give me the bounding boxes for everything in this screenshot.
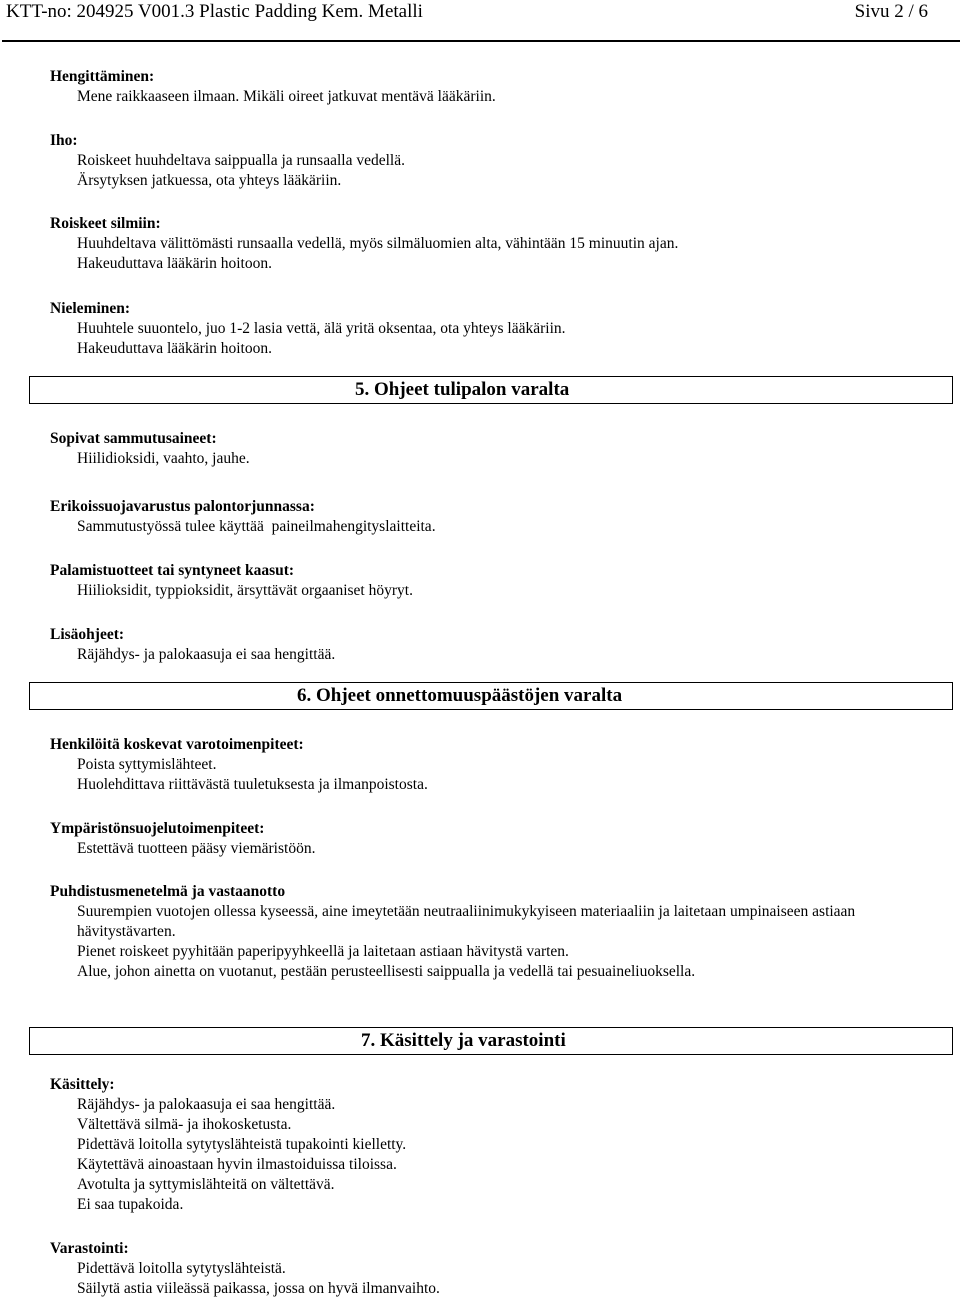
group-line: Pidettävä loitolla sytytyslähteistä tupakointi kielletty. xyxy=(77,1136,407,1153)
group-line: Poista syttymislähteet. xyxy=(77,756,217,773)
group-line: Estettävä tuotteen pääsy viemäristöön. xyxy=(77,840,316,857)
group-line: Vältettävä silmä- ja ihokosketusta. xyxy=(77,1116,292,1133)
group-line: Huuhtele suuontelo, juo 1-2 lasia vettä, älä yritä oksentaa, ota yhteys lääkäriin. xyxy=(77,320,566,337)
group-line: Huuhdeltava välittömästi runsaalla vedellä, myös silmäluomien alta, vähintään 15 minuutin ajan. xyxy=(77,235,679,252)
group-line: Hakeuduttava lääkärin hoitoon. xyxy=(77,255,272,272)
section-title: 7. Käsittely ja varastointi xyxy=(361,1030,566,1051)
group-nieleminen xyxy=(50,299,950,359)
section-heading-6 xyxy=(29,682,953,710)
page-number: Sivu 2 / 6 xyxy=(854,1,928,22)
group-line: Huolehdittava riittävästä tuuletuksesta ja ilmanpoistosta. xyxy=(77,776,428,793)
group-label: Henkilöitä koskevat varotoimenpiteet: xyxy=(50,736,304,753)
group-line: Alue, johon ainetta on vuotanut, pestään perusteellisesti saippualla ja vedellä tai pesuaineliuoksella. xyxy=(77,963,696,980)
group-henkiloita-koskevat xyxy=(50,735,950,795)
group-line: Hiilidioksidi, vaahto, jauhe. xyxy=(77,450,250,467)
group-label: Iho: xyxy=(50,132,78,149)
group-kasittely xyxy=(50,1075,950,1215)
section-title: 5. Ohjeet tulipalon varalta xyxy=(355,379,570,400)
group-line: Hiilioksidit, typpioksidit, ärsyttävät orgaaniset höyryt. xyxy=(77,582,413,599)
group-label: Nieleminen: xyxy=(50,300,131,317)
group-puhdistusmenetelma xyxy=(50,882,950,982)
group-line: Pidettävä loitolla sytytyslähteistä. xyxy=(77,1260,286,1277)
group-iho xyxy=(50,131,950,191)
group-palamistuotteet xyxy=(50,561,950,601)
group-line: Avotulta ja syttymislähteitä on vältettävä. xyxy=(77,1176,335,1193)
group-varastointi xyxy=(50,1239,950,1299)
group-sopivat-sammutusaineet xyxy=(50,429,950,469)
group-line: Hakeuduttava lääkärin hoitoon. xyxy=(77,340,272,357)
section-heading-5 xyxy=(29,376,953,404)
group-label: Roiskeet silmiin: xyxy=(50,215,161,232)
section-heading-7 xyxy=(29,1027,953,1055)
document-id: KTT-no: 204925 V001.3 Plastic Padding Kem. Metalli xyxy=(6,1,423,22)
group-ymparistonsuojelu xyxy=(50,819,950,859)
group-label: Varastointi: xyxy=(50,1240,129,1257)
group-line: Räjähdys- ja palokaasuja ei saa hengittää. xyxy=(77,1096,336,1113)
group-line: Käytettävä ainoastaan hyvin ilmastoiduissa tiloissa. xyxy=(77,1156,397,1173)
group-line: Suurempien vuotojen ollessa kyseessä, aine imeytetään neutraaliinimukykyiseen materiaaliin ja laitetaan umpinaiseen astiaan hävitystävarten. xyxy=(77,903,856,940)
group-line: Pienet roiskeet pyyhitään paperipyyhkeellä ja laitetaan astiaan hävitystä varten. xyxy=(77,943,569,960)
group-line: Räjähdys- ja palokaasuja ei saa hengittää. xyxy=(77,646,336,663)
group-label: Hengittäminen: xyxy=(50,68,155,85)
group-label: Lisäohjeet: xyxy=(50,626,125,643)
group-lisaohjeet xyxy=(50,625,950,665)
group-line: Sammutustyössä tulee käyttää paineilmahengityslaitteita. xyxy=(77,518,436,535)
section-title: 6. Ohjeet onnettomuuspäästöjen varalta xyxy=(297,685,623,706)
group-line: Roiskeet huuhdeltava saippualla ja runsaalla vedellä. xyxy=(77,152,405,169)
group-label: Erikoissuojavarustus palontorjunnassa: xyxy=(50,498,315,515)
group-label: Puhdistusmenetelmä ja vastaanotto xyxy=(50,883,286,900)
group-line: Säilytä astia viileässä paikassa, jossa on hyvä ilmanvaihto. xyxy=(77,1280,440,1297)
group-roiskeet-silmiin xyxy=(50,214,950,274)
group-label: Käsittely: xyxy=(50,1076,115,1093)
group-erikoissuojavarustus xyxy=(50,497,950,537)
group-line: Mene raikkaaseen ilmaan. Mikäli oireet jatkuvat mentävä lääkäriin. xyxy=(77,88,496,105)
page-header xyxy=(0,0,960,34)
group-line: Ei saa tupakoida. xyxy=(77,1196,184,1213)
group-hengittaminen xyxy=(50,67,950,107)
group-line: Ärsytyksen jatkuessa, ota yhteys lääkäriin. xyxy=(77,172,342,189)
header-divider xyxy=(2,40,960,42)
group-label: Ympäristönsuojelutoimenpiteet: xyxy=(50,820,265,837)
group-label: Sopivat sammutusaineet: xyxy=(50,430,217,447)
group-label: Palamistuotteet tai syntyneet kaasut: xyxy=(50,562,295,579)
